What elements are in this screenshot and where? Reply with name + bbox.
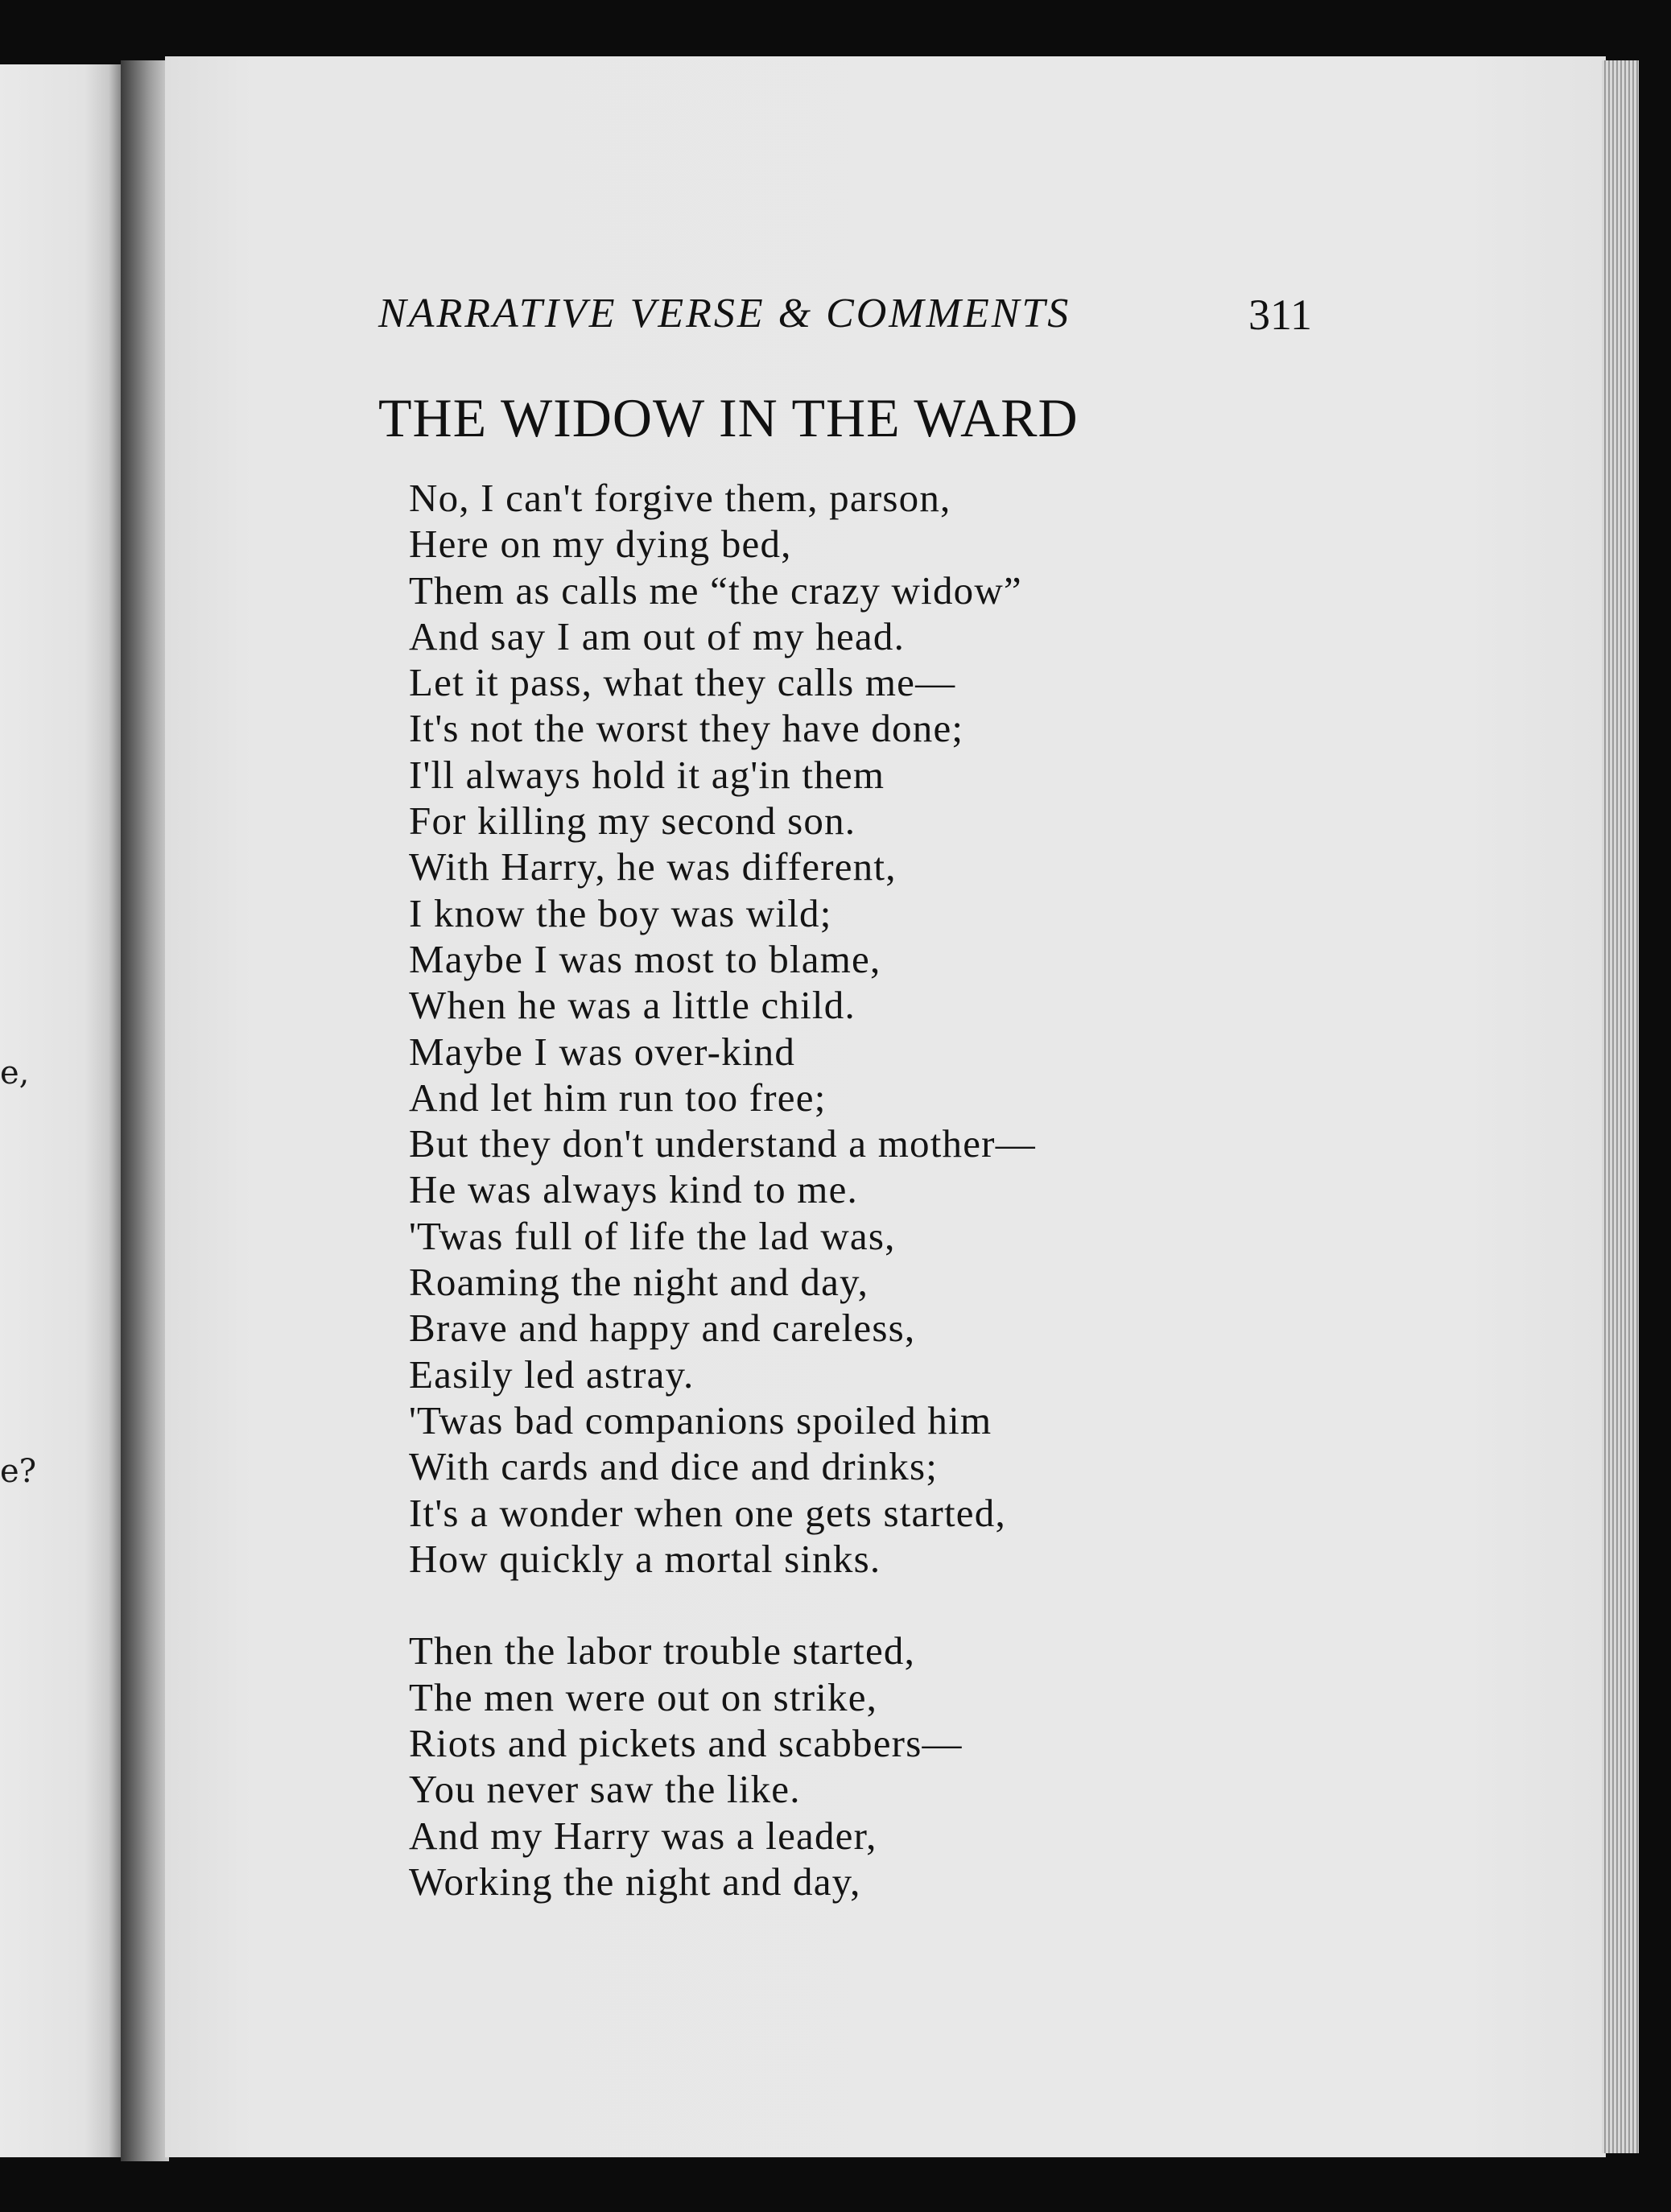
poem-line: I know the boy was wild; xyxy=(409,890,832,935)
poem-title: THE WIDOW IN THE WARD xyxy=(378,387,1079,448)
page-edges xyxy=(1602,60,1639,2153)
poem-line: When he was a little child. xyxy=(409,983,856,1028)
stanza-break xyxy=(409,1582,1294,1628)
poem-line: Roaming the night and day, xyxy=(409,1260,869,1305)
poem-line: 'Twas full of life the lad was, xyxy=(409,1213,896,1258)
poem-line: Brave and happy and careless, xyxy=(409,1306,916,1351)
poem-line: You never saw the like. xyxy=(409,1767,801,1812)
page-number: 311 xyxy=(1248,291,1312,339)
left-page-fragment: e? xyxy=(0,1453,37,1490)
poem-line: Let it pass, what they calls me— xyxy=(409,660,956,705)
poem-line: With Harry, he was different, xyxy=(409,844,897,889)
poem-body xyxy=(409,475,1294,1905)
poem-line: And say I am out of my head. xyxy=(409,613,906,658)
poem-line: He was always kind to me. xyxy=(409,1167,858,1212)
poem-line: Maybe I was most to blame, xyxy=(409,936,881,981)
previous-page-edge xyxy=(0,64,121,2157)
poem-line: And let him run too free; xyxy=(409,1075,827,1120)
poem-line: With cards and dice and drinks; xyxy=(409,1444,939,1489)
poem-line: For killing my second son. xyxy=(409,799,856,844)
poem-line: 'Twas bad companions spoiled him xyxy=(409,1397,992,1442)
poem-line: Riots and pickets and scabbers— xyxy=(409,1721,963,1766)
running-head xyxy=(378,290,1312,346)
poem-line: It's not the worst they have done; xyxy=(409,706,964,751)
poem-line: Here on my dying bed, xyxy=(409,522,792,567)
poem-line: But they don't understand a mother— xyxy=(409,1121,1036,1166)
poem-line: And my Harry was a leader, xyxy=(409,1813,877,1858)
book-gutter xyxy=(121,60,169,2161)
poem-line: No, I can't forgive them, parson, xyxy=(409,476,951,520)
poem-line: Maybe I was over-kind xyxy=(409,1029,796,1074)
poem-line: Easily led astray. xyxy=(409,1352,695,1397)
poem-line: Then the labor trouble started, xyxy=(409,1628,916,1673)
poem-line: How quickly a mortal sinks. xyxy=(409,1536,881,1581)
left-page-fragment: e, xyxy=(0,1054,30,1092)
poem-line: Working the night and day, xyxy=(409,1859,861,1904)
running-head-title: NARRATIVE VERSE & COMMENTS xyxy=(378,291,1071,336)
poem-line: I'll always hold it ag'in them xyxy=(409,752,885,797)
poem-line: Them as calls me “the crazy widow” xyxy=(409,567,1022,613)
poem-line: It's a wonder when one gets started, xyxy=(409,1490,1006,1535)
poem-line: The men were out on strike, xyxy=(409,1674,878,1719)
